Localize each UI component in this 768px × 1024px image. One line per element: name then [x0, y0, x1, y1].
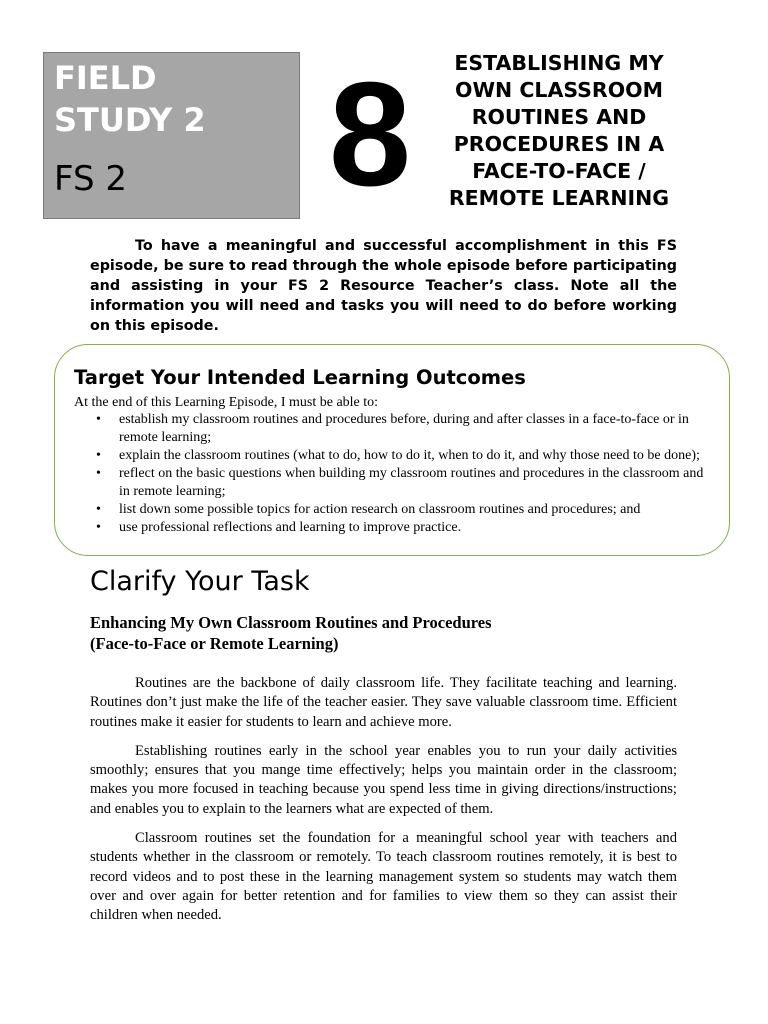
outcomes-title: Target Your Intended Learning Outcomes [74, 366, 526, 389]
outcome-item: • explain the classroom routines (what to do, how to do it, when to do it, and why those need to be done); [74, 447, 714, 465]
task-heading: Clarify Your Task [90, 566, 310, 597]
episode-number: 8 [328, 52, 412, 217]
outcome-item: • reflect on the basic questions when building my classroom routines and procedures in the classroom and in remote learning; [74, 465, 714, 501]
outcome-item: • list down some possible topics for action research on classroom routines and procedures; and [74, 501, 714, 519]
body-paragraph: Routines are the backbone of daily classroom life. They facilitate teaching and learning. Routines don’t just make the life of the teacher easier. They save valuable classroom time. Efficient routines make it easier for students to learn and achieve more. [90, 675, 677, 730]
outcome-item: • use professional reflections and learning to improve practice. [74, 519, 714, 537]
episode-title: ESTABLISHING MY OWN CLASSROOM ROUTINES AND PROCEDURES IN A FACE-TO-FACE / REMOTE LEARNING [448, 51, 670, 210]
body-paragraph: Classroom routines set the foundation for a meaningful school year with teachers and students whether in the classroom or remotely. To teach classroom routines remotely, it is best to record videos and to post these in the learning management system so students may watch them over and over again for better retention and for families to view them so they can assist their children when needed. [90, 830, 677, 924]
outcomes-lead: At the end of this Learning Episode, I must be able to: [74, 395, 379, 410]
body-paragraph: Establishing routines early in the school year enables you to run your daily activities smoothly; ensures that you mange time effectively; helps you maintain order in the classroom; makes you more focused in teaching because you spend less time in giving directions/instructions; and enables you to explain to the learners what are expected of them. [90, 742, 677, 817]
learning-outcomes-box [54, 344, 730, 556]
outcomes-list [74, 411, 714, 537]
task-subheading: Enhancing My Own Classroom Routines and Procedures (Face-to-Face or Remote Learning) [90, 613, 492, 653]
outcome-item: • establish my classroom routines and procedures before, during and after classes in a face-to-face or in remote learning; [74, 411, 714, 447]
task-body [90, 674, 677, 936]
course-code: FS 2 [54, 159, 127, 199]
course-header-box [43, 52, 300, 219]
course-title: FIELD STUDY 2 [54, 59, 206, 139]
intro-paragraph: To have a meaningful and successful accomplishment in this FS episode, be sure to read through the whole episode before participating and assisting in your FS 2 Resource Teacher’s class. Note all the information you will need and tasks you will need to do before working on this episode. [90, 238, 677, 334]
